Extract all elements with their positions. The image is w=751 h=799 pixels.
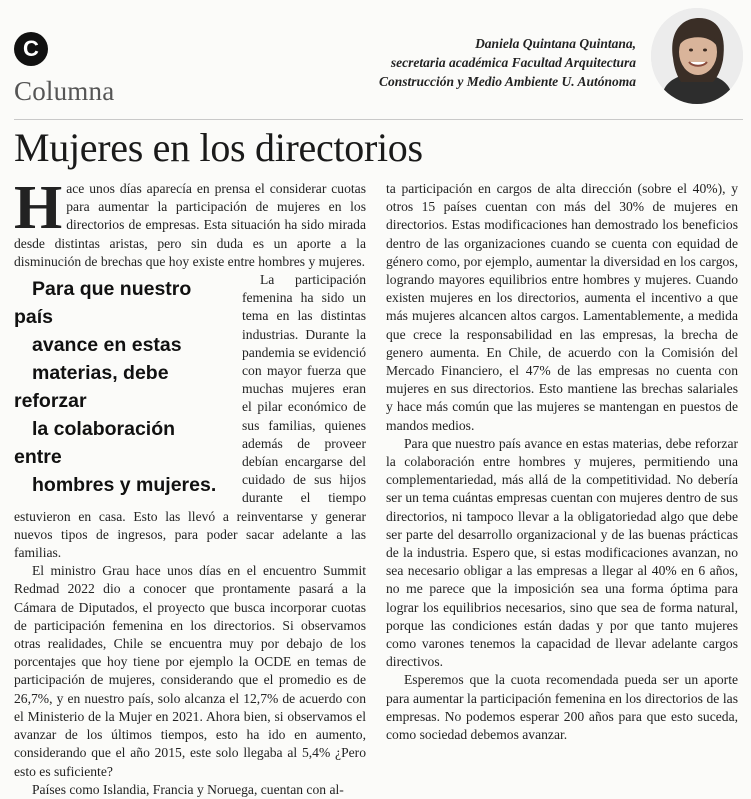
paragraph-6: Esperemos que la cuota recomendada pueda ser un aporte para aumentar la participación femenina en los directorios de las empresas. No podemos esperar 200 años para que esto suceda, como sociedad debemos avanzar.	[386, 672, 738, 743]
author-photo	[651, 8, 743, 104]
paragraph-1: Hace unos días aparecía en prensa el considerar cuotas para aumentar la participación de mujeres en los directorios de empresas. Esta situación ha sido mirada desde distintas aristas, pero sin duda es un aporte a la disminución de brechas que hoy existe entre hombres y mujeres.	[14, 174, 366, 269]
section-label: Columna	[14, 76, 115, 106]
section-badge: C	[14, 32, 48, 66]
article-column-right	[386, 180, 738, 744]
pull-quote: Para que nuestro país avance en estas materias, debe reforzar la colaboración entre hombres y mujeres.	[14, 278, 217, 497]
author-byline	[379, 34, 636, 91]
paragraph-5: Para que nuestro país avance en estas materias, debe reforzar la colaboración entre hombres y mujeres, permitiendo una complementariedad, más allá de la competitividad. No debería ser un tema cuántas empresas cuentan con mujeres dentro de sus directorios, ni tampoco llevar a la obligatoriedad algo que debe ser parte del desarrollo organizacional y de las buenas prácticas de la industria. Espero que, si estas modificaciones avanzan, no sea necesario obligar a las empresas a llegar al 40% en 6 años, no me parece que la imposición sea una forma óptima para lograr los equilibrios necesarios, sino que sea de forma natural, porque las condiciones están dadas y por que tanto mujeres como varones tenemos la capacidad de llevar adelante cargos directivos.	[386, 435, 738, 670]
author-name: Daniela Quintana Quintana,	[475, 36, 636, 51]
drop-cap: H	[14, 174, 63, 242]
paragraph-4-start: Países como Islandia, Francia y Noruega, cuentan con al-	[32, 781, 344, 797]
paragraph-4-continued: ta participación en cargos de alta dirección (sobre el 40%), y otros 15 países cuentan con más del 30% de mujeres en directorios. Estas modificaciones han demostrado los beneficios dentro de las organizaciones cuando se cuenta con equidad de género como, por ejemplo, aumentar la diversidad en los cargos, logrando mayores equilibrios entre hombres y mujeres. Cuando existen mujeres en los directorios, aumenta el incentivo a que más mujeres alcancen altos cargos. Lamentablemente, a medida que crece la responsabilidad en las empresas, la brecha de genero aumenta. En Chile, de acuerdo con la Comisión del Mercado Financiero, el 47% de las empresas no cuenta con mujeres en sus directorios. Esto mantiene las brechas salariales y hace más común que las mujeres se mantengan en puestos de mandos medios.	[386, 181, 738, 433]
paragraph-2: Para que nuestro país avance en estas materias, debe reforzar la colaboración entre hombres y mujeres. La participación femenina ha sido un tema en las distintas industrias. Durante la pandemia se evidenció con mayor fuerza que muchas mujeres eran el pilar económico de sus familias, quienes además de proveer debían encargarse del cuidado de sus hijos durante el tiempo estuvieron en casa. Esto las llevó a reinventarse y generar nuevos tipos de ingresos, para poder sacar adelante a las familias.	[14, 272, 366, 561]
author-portrait-icon	[651, 8, 743, 104]
author-role-line-1: secretaria académica Facultad Arquitectura	[390, 55, 636, 70]
header-divider	[14, 119, 743, 120]
paragraph-3: El ministro Grau hace unos días en el encuentro Summit Redmad 2022 dio a conocer que prontamente pasará a la Cámara de Diputados, el proyecto que busca incorporar cuotas de participación femenina en los directorios. Si observamos otras realidades, Chile se encuentra muy por debajo de los porcentajes que hoy tiene por ejemplo la OCDE en temas de participación de mujeres, considerando que el promedio es de 26,7%, y en nuestro país, solo alcanza el 12,7% de acuerdo con el Ministerio de la Mujer en 2021. Ahora bien, si observamos el avanzar de los últimos tiempos, esto ha ido en aumento, considerando que el año 2015, este solo llegaba al 5,4% ¿Pero esto es suficiente?	[14, 563, 366, 779]
article-column-left	[14, 174, 366, 799]
article-headline: Mujeres en los directorios	[14, 125, 423, 170]
author-role-line-2: Construcción y Medio Ambiente U. Autónoma	[378, 74, 636, 89]
